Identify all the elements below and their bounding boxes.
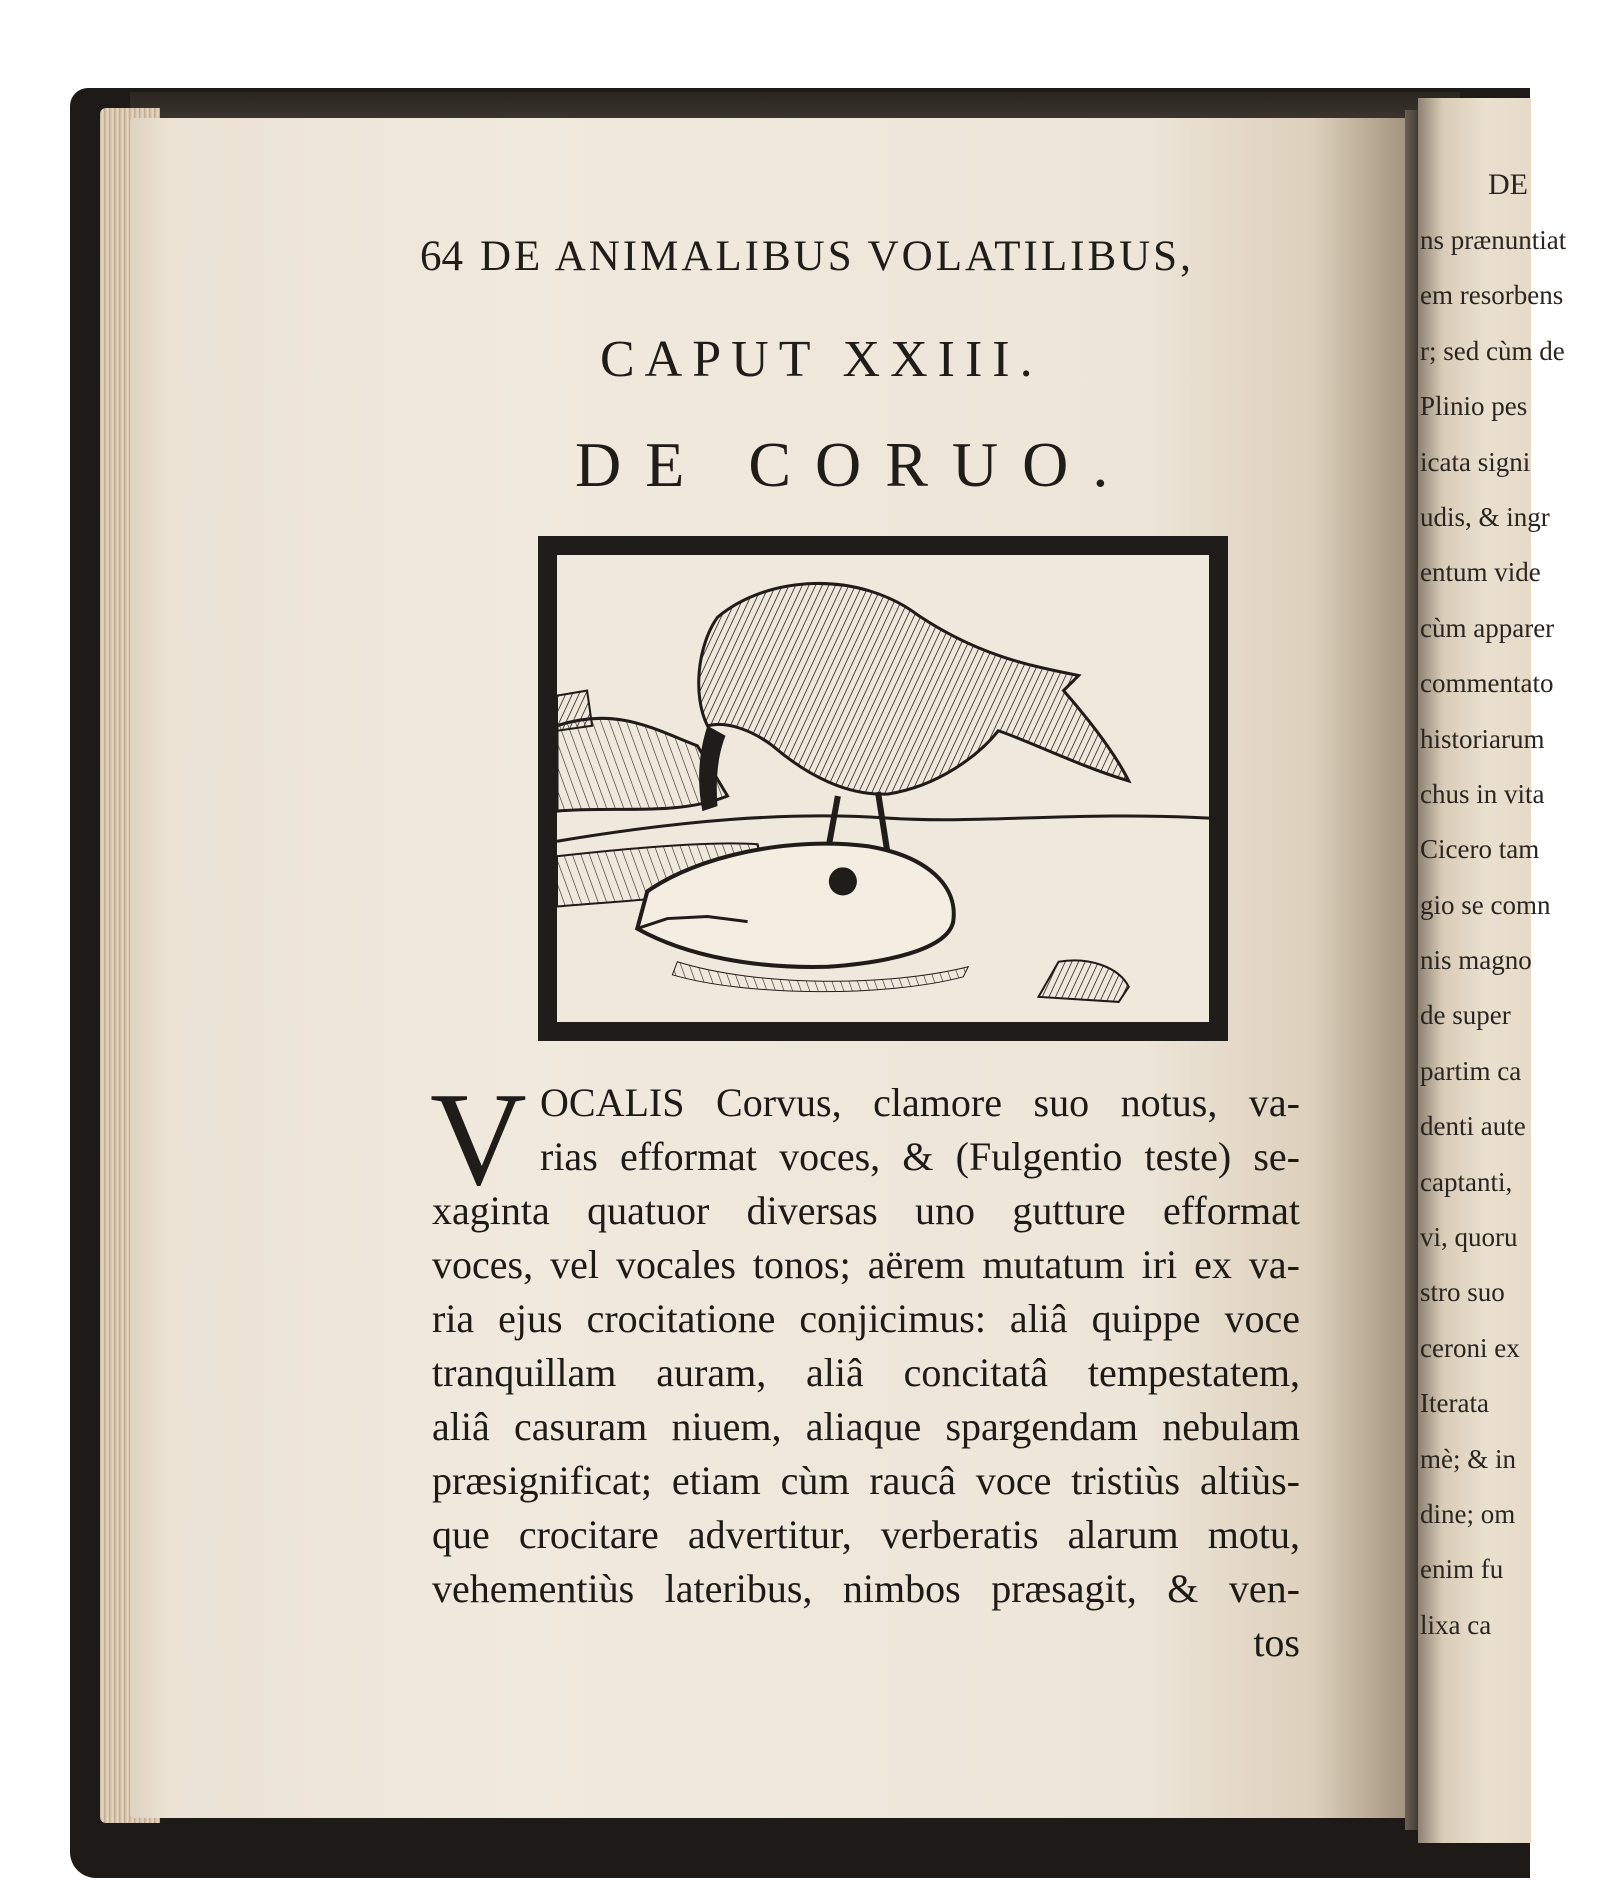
right-line: em resorbens — [1420, 280, 1564, 311]
right-line: denti aute — [1420, 1111, 1526, 1142]
right-line: cùm apparer — [1420, 612, 1555, 643]
right-line: entum vide — [1420, 557, 1541, 588]
text-line-11: tos — [1253, 1620, 1300, 1665]
woodcut-illustration — [538, 536, 1228, 1041]
text-line-2: rias efformat voces, & (Fulgentio teste) se- — [540, 1134, 1300, 1179]
right-line: commentato — [1420, 668, 1554, 699]
text-line-3: xaginta quatuor diversas uno gutture efformat — [432, 1188, 1300, 1233]
text-line-6: tranquillam auram, aliâ concitatâ tempestatem, — [432, 1350, 1300, 1395]
right-line: chus in vita — [1420, 778, 1545, 809]
text-line-7: aliâ casuram niuem, aliaque spargendam nebulam — [432, 1404, 1300, 1449]
right-line: stro suo — [1420, 1277, 1505, 1308]
running-head — [420, 232, 1260, 281]
right-line: historiarum — [1420, 723, 1545, 754]
text-line-10: vehementiùs lateribus, nimbos præsagit, & ven- — [432, 1566, 1300, 1611]
right-line: captanti, — [1420, 1166, 1513, 1197]
right-line: dine; om — [1420, 1498, 1516, 1529]
text-line-8: præsignificat; etiam cùm raucâ voce tristiùs altiùs- — [432, 1458, 1300, 1503]
text-line-9: que crocitare advertitur, verberatis alarum motu, — [432, 1512, 1300, 1557]
right-line: de super — [1420, 1000, 1511, 1031]
text-line-4: voces, vel vocales tonos; aërem mutatum iri ex va- — [432, 1242, 1300, 1287]
right-line: ceroni ex — [1420, 1332, 1520, 1363]
right-line: vi, quoru — [1420, 1222, 1518, 1253]
right-line: r; sed cùm de — [1420, 335, 1565, 366]
right-line: Cicero tam — [1420, 834, 1540, 865]
right-page-header: DE — [1488, 168, 1528, 201]
right-line: gio se comn — [1420, 889, 1551, 920]
right-line: udis, & ingr — [1420, 501, 1550, 532]
right-line: icata signi — [1420, 446, 1531, 477]
text-line-1: OCALIS Corvus, clamore suo notus, va- — [540, 1080, 1300, 1125]
woodcut-inner-panel — [554, 552, 1212, 1025]
right-line: Iterata — [1420, 1388, 1489, 1419]
right-line: Plinio pes — [1420, 391, 1528, 422]
section-title: DE CORUO. — [575, 429, 1133, 500]
running-title: DE ANIMALIBUS VOLATILIBUS, — [480, 233, 1194, 280]
right-line: mè; & in — [1420, 1443, 1516, 1474]
right-line: ns prænuntiat — [1420, 225, 1567, 255]
right-page-text — [1420, 213, 1620, 1653]
page-number: 64 — [420, 233, 463, 280]
right-line: lixa ca — [1420, 1609, 1492, 1640]
raven-on-skull-picture — [557, 555, 1209, 1022]
right-line: enim fu — [1420, 1554, 1504, 1585]
drop-cap: V — [430, 1065, 527, 1213]
text-line-5: ria ejus crocitatione conjicimus: aliâ quippe voce — [432, 1296, 1300, 1341]
right-line: partim ca — [1420, 1055, 1522, 1086]
chapter-heading: CAPUT XXIII. — [600, 331, 1043, 388]
right-line: nis magno — [1420, 945, 1532, 976]
right-page — [1418, 98, 1567, 1843]
